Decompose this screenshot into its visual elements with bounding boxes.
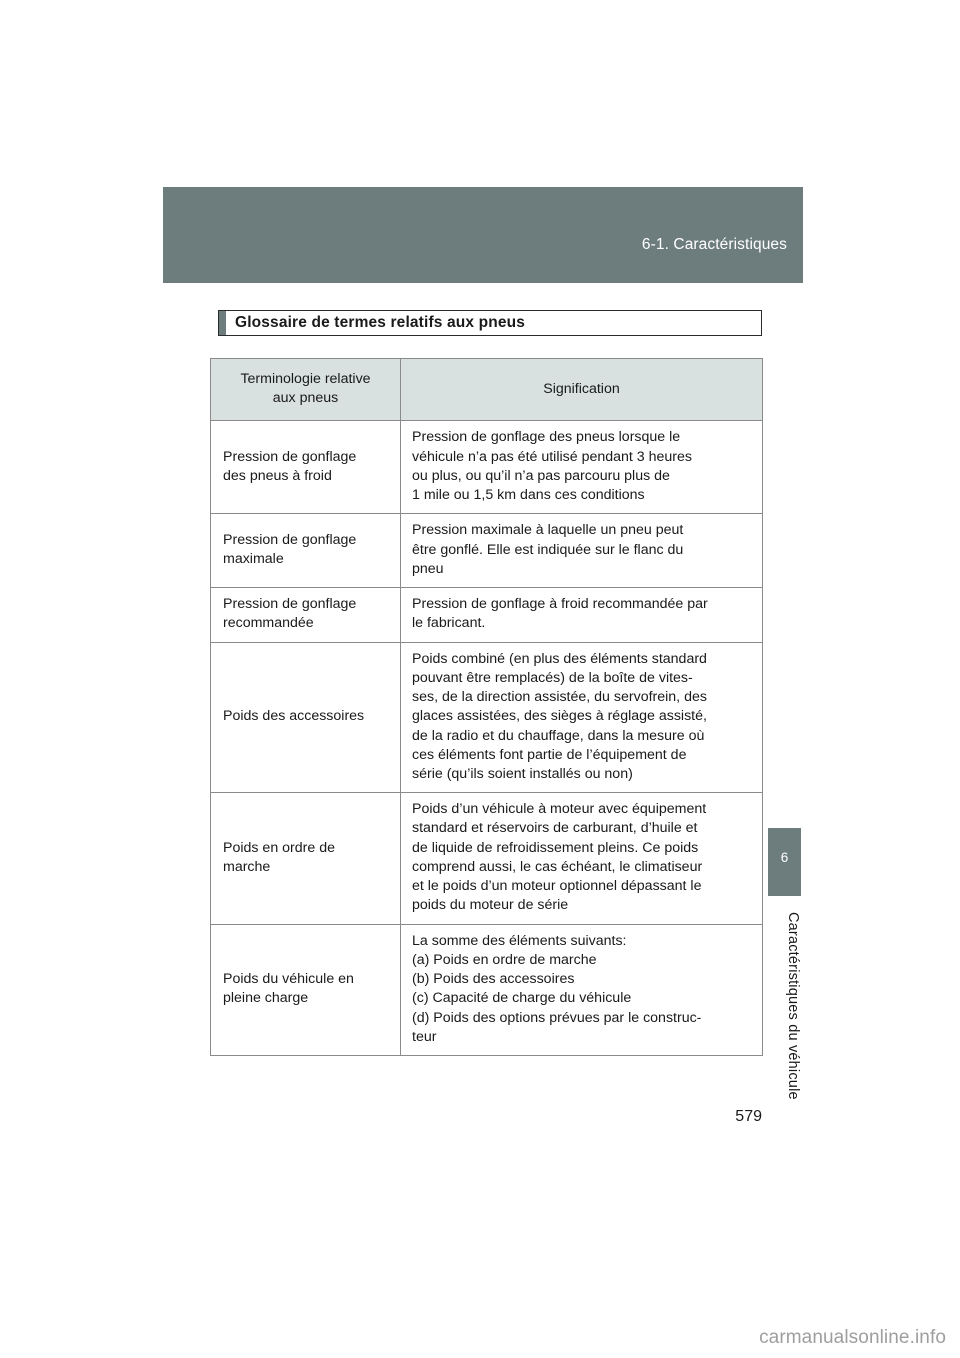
row-meaning-line: (d) Poids des options prévues par le construc- [412, 1009, 702, 1026]
row-meaning-line: ces éléments font partie de l’équipement de [412, 746, 687, 763]
row-meaning-line: ou plus, ou qu’il n’a pas parcouru plus de [412, 467, 670, 484]
row-meaning-line: Poids d’un véhicule à moteur avec équipement [412, 801, 707, 818]
row-meaning-cell [401, 793, 763, 924]
running-head-band [163, 187, 803, 283]
row-meaning-line: teur [412, 1028, 437, 1045]
column-header-terminology-line-2: aux pneus [272, 390, 339, 407]
row-meaning-line: comprend aussi, le cas échéant, le climatiseur [412, 858, 703, 875]
chapter-tab-number: 6 [780, 850, 789, 865]
row-meaning-line: Pression maximale à laquelle un pneu peut [412, 522, 684, 539]
row-term-cell [211, 642, 401, 793]
row-term-line: recommandée [223, 615, 314, 632]
table-head [211, 359, 763, 421]
column-header-meaning-label: Signification [543, 380, 620, 397]
row-term-line: Poids des accessoires [223, 708, 365, 725]
row-meaning-line: série (qu’ils soient installés ou non) [412, 765, 633, 782]
row-meaning-line: Pression de gonflage des pneus lorsque le [412, 429, 681, 446]
chapter-tab-marker [768, 828, 801, 896]
row-meaning-line: glaces assistées, des sièges à réglage assisté, [412, 708, 707, 725]
row-meaning-line: La somme des éléments suivants: [412, 932, 627, 949]
chapter-vertical-label: Caractéristiques du véhicule [785, 912, 801, 1100]
section-heading-title: Glossaire de termes relatifs aux pneus [235, 314, 525, 331]
page-number: 579 [735, 1108, 762, 1125]
row-term-cell [211, 793, 401, 924]
row-term-cell [211, 924, 401, 1055]
row-term-line: Pression de gonflage [223, 532, 357, 549]
row-term-line: pleine charge [223, 990, 309, 1007]
row-meaning-line: de liquide de refroidissement pleins. Ce poids [412, 839, 699, 856]
row-meaning-line: 1 mile ou 1,5 km dans ces conditions [412, 487, 645, 504]
table-header-row [211, 359, 763, 421]
table-row [211, 793, 763, 924]
row-term-line: Pression de gonflage [223, 448, 357, 465]
row-meaning-line: le fabricant. [412, 615, 486, 632]
row-meaning-line: et le poids d’un moteur optionnel dépassant le [412, 878, 702, 895]
column-header-terminology [211, 359, 401, 421]
row-meaning-line: de la radio et du chauffage, dans la mesure où [412, 727, 705, 744]
row-term-line: marche [223, 858, 271, 875]
row-meaning-line: être gonflé. Elle est indiquée sur le flanc du [412, 541, 684, 558]
row-term-line: Poids du véhicule en [223, 971, 354, 988]
row-term-line: maximale [223, 551, 284, 568]
row-term-line: Poids en ordre de [223, 839, 335, 856]
row-meaning-line: pouvant être remplacés) de la boîte de vites- [412, 669, 693, 686]
row-meaning-cell [401, 514, 763, 588]
column-header-terminology-line-1: Terminologie relative [240, 371, 371, 387]
row-meaning-line: (c) Capacité de charge du véhicule [412, 990, 632, 1007]
row-meaning-cell [401, 588, 763, 642]
row-term-line: Pression de gonflage [223, 596, 357, 613]
row-meaning-line: (b) Poids des accessoires [412, 971, 575, 988]
row-meaning-line: poids du moteur de série [412, 897, 569, 914]
table-row [211, 514, 763, 588]
table-body [211, 421, 763, 1056]
column-header-meaning [401, 359, 763, 421]
site-watermark: carmanualsonline.info [759, 1327, 946, 1348]
row-term-cell [211, 588, 401, 642]
row-meaning-line: Poids combiné (en plus des éléments standard [412, 650, 707, 667]
row-meaning-line: ses, de la direction assistée, du servofrein, des [412, 689, 707, 706]
table-row [211, 588, 763, 642]
section-heading-bar [218, 310, 762, 336]
row-meaning-cell [401, 421, 763, 514]
table-row [211, 924, 763, 1055]
row-meaning-line: Pression de gonflage à froid recommandée par [412, 596, 708, 613]
row-meaning-line: (a) Poids en ordre de marche [412, 951, 597, 968]
row-meaning-cell [401, 924, 763, 1055]
running-head-title: 6-1. Caractéristiques [641, 236, 787, 253]
row-meaning-line: standard et réservoirs de carburant, d’huile et [412, 820, 698, 837]
row-meaning-line: pneu [412, 560, 444, 577]
row-meaning-line: véhicule n’a pas été utilisé pendant 3 heures [412, 448, 693, 465]
table-row [211, 642, 763, 793]
row-term-cell [211, 514, 401, 588]
row-meaning-cell [401, 642, 763, 793]
section-accent-bar [219, 311, 226, 335]
row-term-cell [211, 421, 401, 514]
row-term-line: des pneus à froid [223, 467, 332, 484]
table-row [211, 421, 763, 514]
tire-glossary-table [210, 358, 763, 1056]
